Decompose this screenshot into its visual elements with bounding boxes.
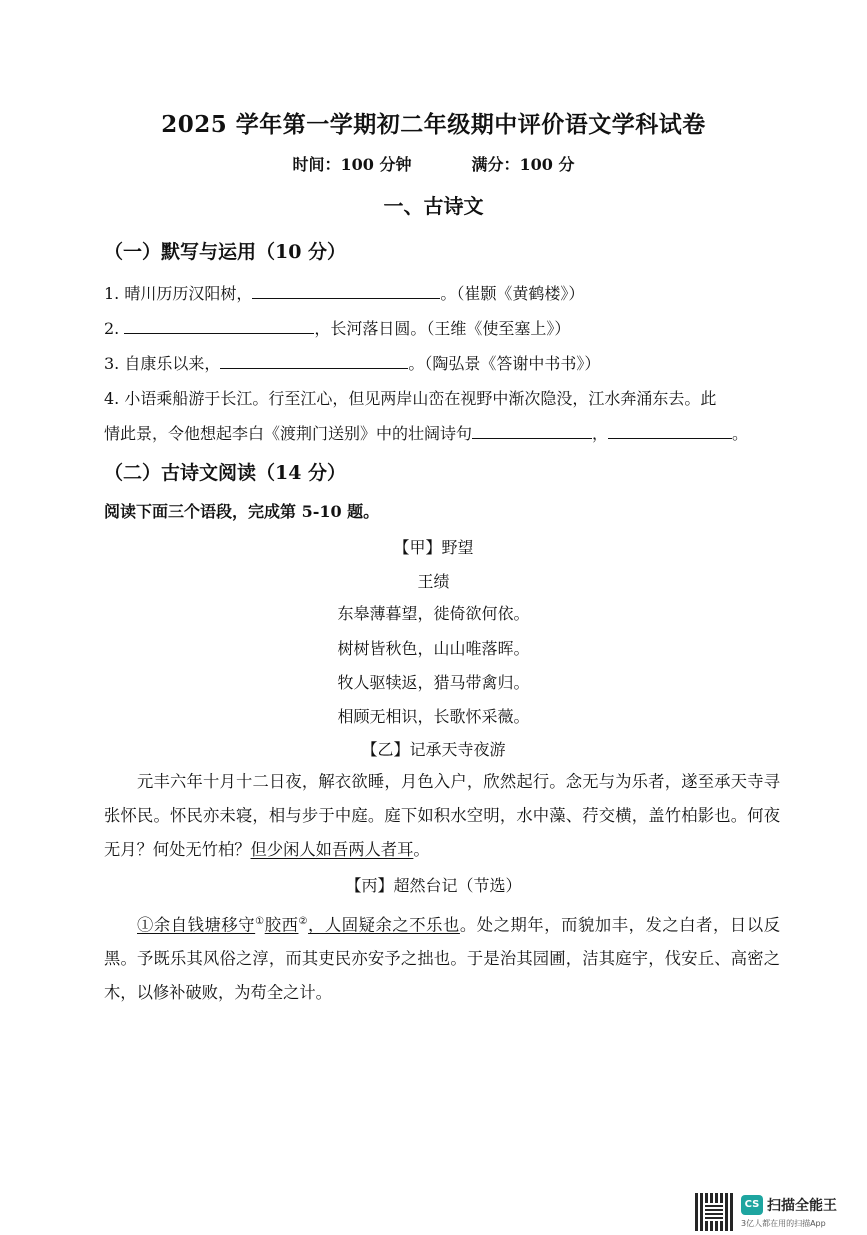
exam-time: 时间：100 分钟 (292, 155, 412, 174)
question-3 (104, 351, 600, 374)
poem-line: 东皋薄暮望，徙倚欲何依。 (337, 604, 530, 623)
q3-blank[interactable] (220, 354, 408, 369)
q1-blank[interactable] (252, 284, 440, 299)
passage-bing-underlined-2: 胶西 (264, 915, 299, 935)
question-4-line2 (104, 421, 748, 444)
q4-blank-2[interactable] (608, 424, 732, 439)
poem-line: 牧人驱犊返，猎马带禽归。 (337, 673, 530, 692)
poem-line: 树树皆秋色，山山唯落晖。 (337, 639, 530, 658)
qr-code-icon (695, 1193, 733, 1231)
scanner-brand: 扫描全能王 (767, 1198, 837, 1214)
q2-source: ，长河落日圆。（王维《使至塞上》） (314, 319, 571, 338)
scanner-watermark (695, 1193, 845, 1235)
camscanner-logo: CS (741, 1195, 763, 1215)
passage-bing-underlined-1: ①余自钱塘移守 (137, 915, 256, 935)
question-4-line1: 4. 小语乘船游于长江。行至江心，但见两岸山峦在视野中渐次隐没，江水奔涌东去。此 (104, 389, 717, 408)
q1-text: 1. 晴川历历汉阳树， (104, 284, 253, 303)
part2-title: （二）古诗文阅读（14 分） (104, 462, 347, 484)
exam-meta (0, 152, 867, 175)
q4-end: 。 (732, 424, 749, 443)
exam-title: 2025 学年第一学期初二年级期中评价语文学科试卷 (161, 111, 706, 138)
question-2 (104, 316, 570, 339)
scanner-slogan: 3亿人都在用的扫描App (741, 1219, 826, 1228)
passage-yi-underlined: 但少闲人如吾两人者耳 (250, 840, 414, 859)
passage-bing-heading: 【丙】超然台记（节选） (345, 876, 522, 895)
passage-bing-body: 。处之期年，而貌加丰，发之白者，日以反黑。予既乐其风俗之淳，而其吏民亦安予之拙也。于是治其园圃，洁其庭宇，伐安丘、高密之木，以修补破败，为苟全之计。 (104, 915, 780, 1003)
q4-comma: ， (592, 424, 609, 443)
q4-blank-1[interactable] (472, 424, 592, 439)
reading-instruction: 阅读下面三个语段，完成第 5-10 题。 (104, 502, 380, 521)
q3-text: 3. 自康乐以来， (104, 354, 221, 373)
question-1 (104, 281, 584, 304)
q2-blank[interactable] (124, 319, 314, 334)
poem-line: 相顾无相识，长歌怀采薇。 (337, 707, 530, 726)
q2-text: 2. (104, 319, 120, 338)
exam-score: 满分：100 分 (471, 155, 575, 174)
passage-yi-heading: 【乙】记承天寺夜游 (361, 740, 506, 759)
part1-title: （一）默写与运用（10 分） (104, 241, 347, 263)
passage-yi-end: 。 (413, 840, 430, 859)
passage-yi-text (104, 765, 780, 867)
footnote-marker-1: ① (255, 916, 265, 927)
section-title: 一、古诗文 (383, 194, 484, 218)
passage-bing-underlined-3: ，人固疑余之不乐也 (308, 915, 460, 935)
passage-jia-heading: 【甲】野望 (393, 538, 474, 557)
passage-jia-author: 王绩 (417, 572, 450, 591)
q1-source: 。（崔颢《黄鹤楼》） (440, 284, 585, 303)
q4-text: 情此景，令他想起李白《渡荆门送别》中的壮阔诗句 (104, 424, 473, 443)
footnote-marker-2: ② (298, 916, 309, 927)
passage-yi-body: 元丰六年十月十二日夜，解衣欲睡，月色入户，欣然起行。念无与为乐者，遂至承天寺寻张怀民。怀民亦未寝，相与步于中庭。庭下如积水空明，水中藻、荇交横，盖竹柏影也。何夜无月？何处无竹柏？ (104, 772, 780, 859)
q3-source: 。（陶弘景《答谢中书书》） (408, 354, 601, 373)
passage-bing-text (104, 905, 780, 1010)
